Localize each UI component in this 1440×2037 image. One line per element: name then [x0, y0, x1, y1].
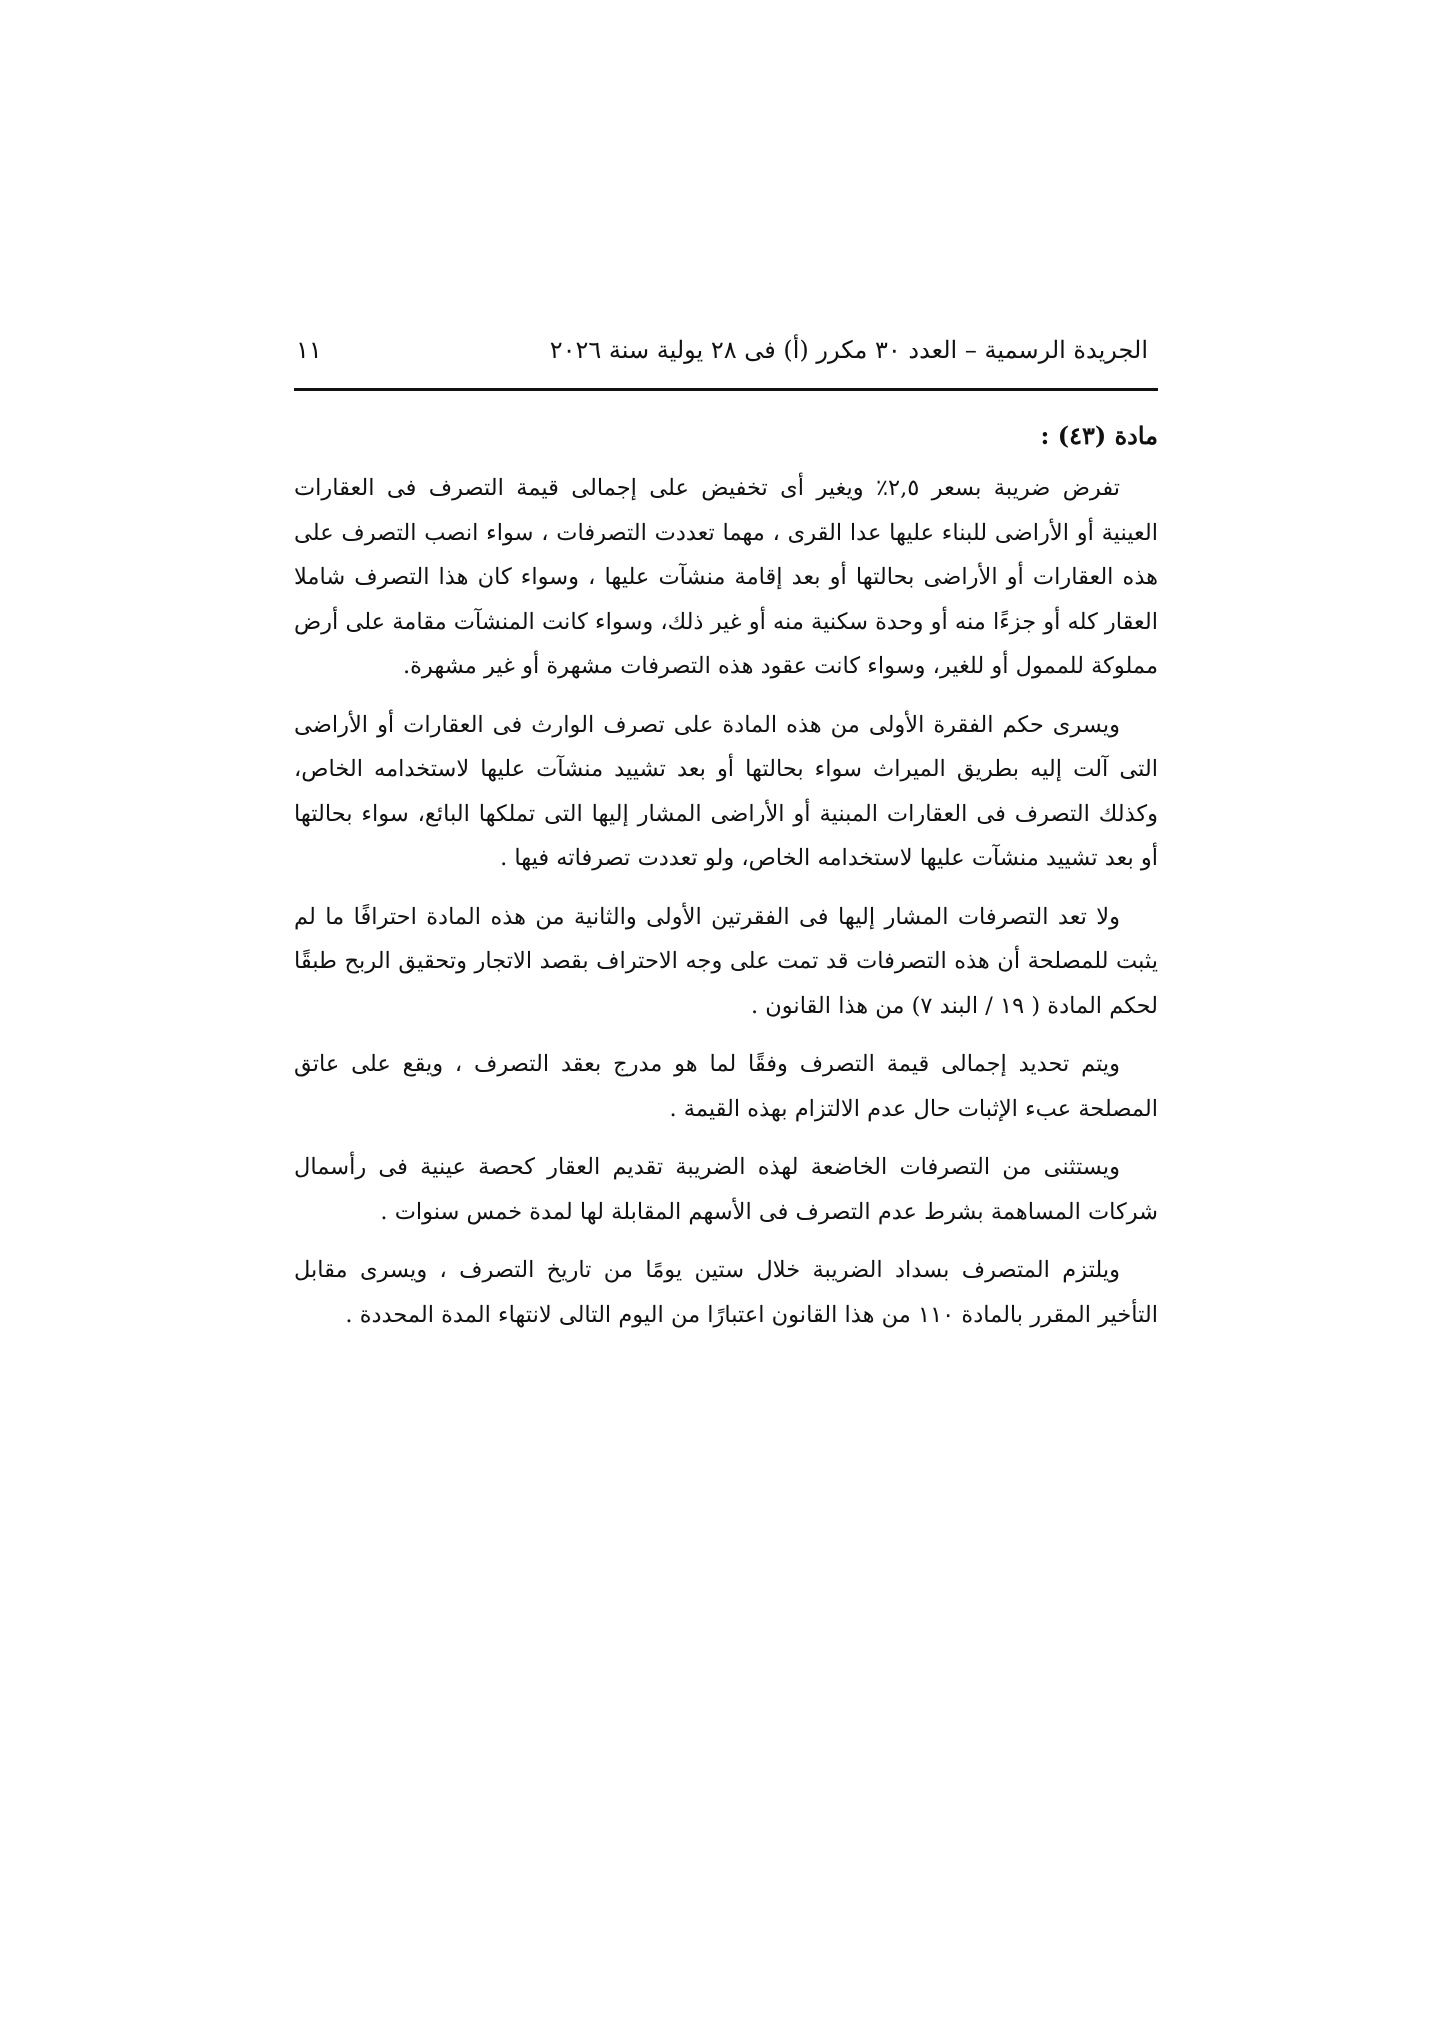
header-divider [294, 388, 1158, 391]
article-43 [294, 408, 1158, 1351]
article-heading: مادة (٤٣) : [1040, 421, 1158, 450]
article-paragraph-4: ويتم تحديد إجمالى قيمة التصرف وفقًا لما هو مدرج بعقد التصرف ، ويقع على عاتق المصلحة عبء الإثبات حال عدم الالتزام بهذه القيمة . [294, 1051, 1158, 1122]
article-paragraph-5: ويستثنى من التصرفات الخاضعة لهذه الضريبة تقديم العقار كحصة عينية فى رأسمال شركات المساهمة بشرط عدم التصرف فى الأسهم المقابلة لها لمدة خمس سنوات . [294, 1154, 1158, 1225]
article-paragraph-3: ولا تعد التصرفات المشار إليها فى الفقرتين الأولى والثانية من هذه المادة احترافًا ما لم يثبت للمصلحة أن هذه التصرفات قد تمت على وجه الاحتراف بقصد الاتجار وتحقيق الربح طبقًا لحكم المادة ( ١٩ / البند ٧) من هذا القانون . [294, 903, 1158, 1019]
article-paragraph-1: تفرض ضريبة بسعر ٢,٥٪ ويغير أى تخفيض على إجمالى قيمة التصرف فى العقارات العينية أو الأراضى للبناء عليها عدا القرى ، مهما تعددت التصرفات ، سواء انصب التصرف على هذه العقارات أو الأراضى بحالتها أو بعد إقامة منشآت عليها ، وسواء كان هذا التصرف شاملا العقار كله أو جزءًا منه أو وحدة سكنية منه أو غير ذلك، وسواء كانت المنشآت مقامة على أرض مملوكة للممول أو للغير، وسواء كانت عقود هذه التصرفات مشهرة أو غير مشهرة. [293, 475, 1158, 679]
article-paragraph-2: ويسرى حكم الفقرة الأولى من هذه المادة على تصرف الوارث فى العقارات أو الأراضى التى آلت إليه بطريق الميراث سواء بحالتها أو بعد تشييد منشآت عليها لاستخدامه الخاص، وكذلك التصرف فى العقارات المبنية أو الأراضى المشار إليها التى تملكها البائع، سواء بحالتها أو بعد تشييد منشآت عليها لاستخدامه الخاص، ولو تعددت تصرفاته فيها . [294, 711, 1158, 871]
gazette-header-title: الجريدة الرسمية – العدد ٣٠ مكرر (أ) فى ٢٨ يولية سنة ٢٠٢٦ [549, 336, 1148, 364]
page-number: ١١ [296, 336, 322, 364]
article-paragraph-6: ويلتزم المتصرف بسداد الضريبة خلال ستين يومًا من تاريخ التصرف ، ويسرى مقابل التأخير المقرر بالمادة ١١٠ من هذا القانون اعتبارًا من اليوم التالى لانتهاء المدة المحددة . [294, 1257, 1158, 1328]
page-header [294, 330, 1158, 390]
